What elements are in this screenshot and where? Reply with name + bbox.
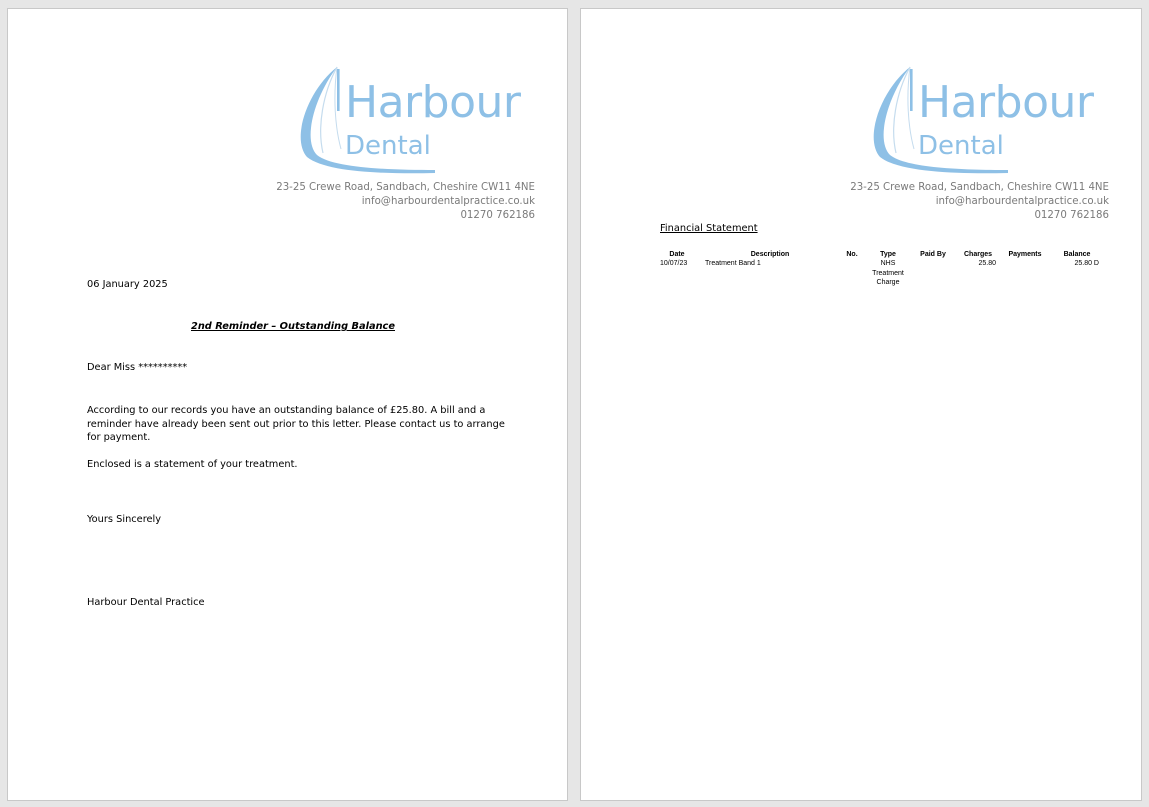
- logo-wordmark-dental: Dental: [345, 131, 431, 161]
- column-header-charges: Charges: [963, 251, 993, 258]
- letter-paragraph-1: According to our records you have an outstanding balance of £25.80. A bill and a reminder have already been sent out prior to this letter. Please contact us to arrange for payment.: [87, 405, 505, 443]
- column-header-paid-by: Paid By: [920, 251, 946, 258]
- letter-closing: Yours Sincerely: [87, 514, 162, 525]
- email-address: info@harbourdentalpractice.co.uk: [361, 196, 535, 207]
- statement-page: [580, 8, 1142, 801]
- letter-subject: 2nd Reminder – Outstanding Balance: [191, 321, 395, 332]
- letter-signature: Harbour Dental Practice: [87, 597, 205, 608]
- logo-wordmark-harbour: Harbour: [918, 77, 1094, 128]
- address-line: 23-25 Crewe Road, Sandbach, Cheshire CW11 4NE: [850, 182, 1109, 193]
- logo-wordmark-dental: Dental: [918, 131, 1004, 161]
- column-header-description: Description: [750, 251, 790, 258]
- row-type-line: Charge: [876, 279, 900, 286]
- row-balance: 25.80 D: [1074, 260, 1099, 267]
- letter-page: [7, 8, 568, 801]
- phone-number: 01270 762186: [460, 210, 535, 221]
- email-address: info@harbourdentalpractice.co.uk: [935, 196, 1109, 207]
- row-type-line: NHS: [880, 260, 896, 267]
- practice-logo: [866, 61, 1106, 177]
- logo-wordmark-harbour: Harbour: [345, 77, 521, 128]
- column-header-payments: Payments: [1008, 251, 1042, 258]
- practice-address-block: [809, 181, 1109, 223]
- row-type: [872, 259, 904, 288]
- letter-date: 06 January 2025: [87, 279, 168, 290]
- address-line: 23-25 Crewe Road, Sandbach, Cheshire CW11 4NE: [276, 182, 535, 193]
- practice-address-block: [235, 181, 535, 223]
- statement-table: [660, 250, 1110, 300]
- row-description: Treatment Band 1: [705, 260, 761, 267]
- practice-logo: [293, 61, 533, 177]
- column-header-date: Date: [669, 251, 685, 258]
- statement-title: Financial Statement: [660, 223, 758, 234]
- phone-number: 01270 762186: [1034, 210, 1109, 221]
- column-header-balance: Balance: [1063, 251, 1091, 258]
- row-date: 10/07/23: [660, 260, 688, 267]
- column-header-no: No.: [846, 251, 858, 258]
- row-charges: 25.80: [978, 260, 996, 267]
- row-type-line: Treatment: [872, 269, 904, 277]
- column-header-type: Type: [880, 251, 896, 258]
- letter-salutation: Dear Miss **********: [87, 362, 188, 373]
- letter-paragraph-2: Enclosed is a statement of your treatment.: [87, 459, 298, 470]
